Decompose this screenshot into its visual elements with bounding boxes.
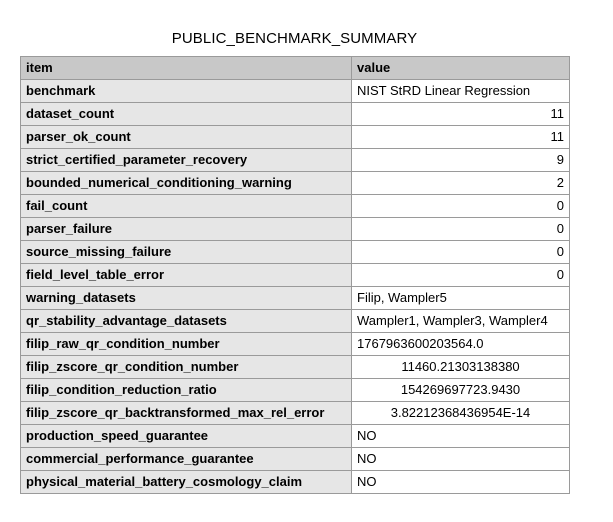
- row-key: filip_raw_qr_condition_number: [21, 333, 352, 356]
- table-row: [21, 310, 570, 333]
- table-row: [21, 218, 570, 241]
- row-value: NO: [352, 425, 570, 448]
- table-row: [21, 80, 570, 103]
- row-value: Wampler1, Wampler3, Wampler4: [352, 310, 570, 333]
- table-row: [21, 333, 570, 356]
- table-body: [21, 80, 570, 494]
- row-value: NO: [352, 471, 570, 494]
- table-row: [21, 126, 570, 149]
- row-value: 0: [352, 195, 570, 218]
- table-row: [21, 425, 570, 448]
- row-key: qr_stability_advantage_datasets: [21, 310, 352, 333]
- table-row: [21, 264, 570, 287]
- row-value: Filip, Wampler5: [352, 287, 570, 310]
- table-row: [21, 287, 570, 310]
- table-row: [21, 448, 570, 471]
- row-value: 2: [352, 172, 570, 195]
- row-value: NIST StRD Linear Regression: [352, 80, 570, 103]
- page-title: PUBLIC_BENCHMARK_SUMMARY: [171, 30, 418, 47]
- row-key: source_missing_failure: [21, 241, 352, 264]
- table-row: [21, 103, 570, 126]
- row-value: 11: [352, 126, 570, 149]
- table-row: [21, 356, 570, 379]
- row-key: strict_certified_parameter_recovery: [21, 149, 352, 172]
- table-header-row: [21, 57, 570, 80]
- table-row: [21, 241, 570, 264]
- table-row: [21, 195, 570, 218]
- row-value: 11460.21303138380: [352, 356, 570, 379]
- row-key: fail_count: [21, 195, 352, 218]
- row-key: filip_condition_reduction_ratio: [21, 379, 352, 402]
- column-header-item: item: [21, 57, 352, 80]
- row-key: warning_datasets: [21, 287, 352, 310]
- table-row: [21, 379, 570, 402]
- table-row: [21, 471, 570, 494]
- row-value: 11: [352, 103, 570, 126]
- row-value: 3.82212368436954E-14: [352, 402, 570, 425]
- row-value: 1767963600203564.0: [352, 333, 570, 356]
- row-key: physical_material_battery_cosmology_claim: [21, 471, 352, 494]
- row-key: bounded_numerical_conditioning_warning: [21, 172, 352, 195]
- row-key: parser_failure: [21, 218, 352, 241]
- row-key: dataset_count: [21, 103, 352, 126]
- table-row: [21, 402, 570, 425]
- row-value: 9: [352, 149, 570, 172]
- row-key: benchmark: [21, 80, 352, 103]
- table-row: [21, 149, 570, 172]
- row-key: filip_zscore_qr_backtransformed_max_rel_error: [21, 402, 352, 425]
- row-value: 0: [352, 264, 570, 287]
- row-key: field_level_table_error: [21, 264, 352, 287]
- row-key: commercial_performance_guarantee: [21, 448, 352, 471]
- row-key: filip_zscore_qr_condition_number: [21, 356, 352, 379]
- row-value: 0: [352, 241, 570, 264]
- row-value: 154269697723.9430: [352, 379, 570, 402]
- summary-table: [20, 56, 570, 494]
- row-value: NO: [352, 448, 570, 471]
- row-key: parser_ok_count: [21, 126, 352, 149]
- row-value: 0: [352, 218, 570, 241]
- table-row: [21, 172, 570, 195]
- row-key: production_speed_guarantee: [21, 425, 352, 448]
- column-header-value: value: [352, 57, 570, 80]
